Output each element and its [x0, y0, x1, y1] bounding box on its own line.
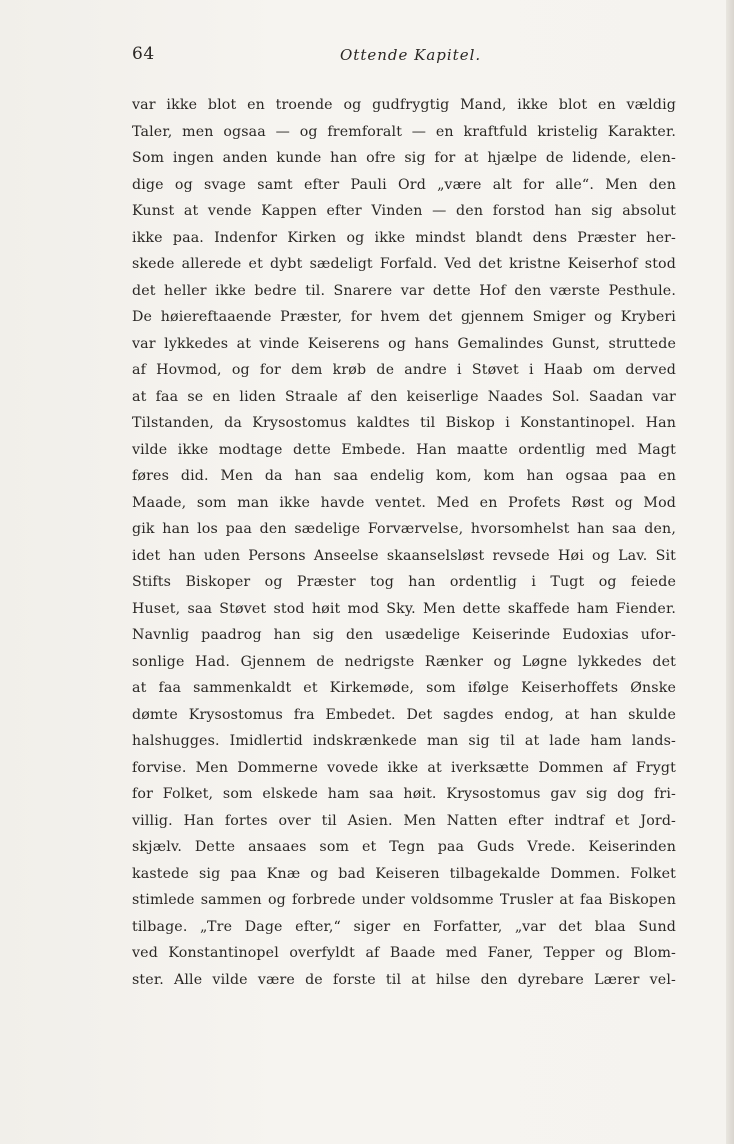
text-line: kastede sig paa Knæ og bad Keiseren tilbagekalde Dommen. Folket — [132, 865, 676, 882]
page-header — [132, 38, 692, 68]
text-line: ster. Alle vilde være de forste til at hilse den dyrebare Lærer vel- — [132, 971, 676, 988]
page-number: 64 — [132, 44, 155, 64]
text-line: idet han uden Persons Anseelse skaanselsløst revsede Høi og Lav. Sit — [132, 547, 676, 564]
text-line: tilbage. „Tre Dage efter,“ siger en Forfatter, „var det blaa Sund — [132, 918, 676, 935]
text-line: vilde ikke modtage dette Embede. Han maatte ordentlig med Magt — [132, 441, 676, 458]
text-line: halshugges. Imidlertid indskrænkede man sig til at lade ham lands- — [132, 733, 676, 749]
text-line: det heller ikke bedre til. Snarere var dette Hof den værste Pesthule. — [132, 282, 676, 299]
text-line: stimlede sammen og forbrede under voldsomme Trusler at faa Biskopen — [132, 892, 676, 908]
text-line: Navnlig paadrog han sig den usædelige Keiserinde Eudoxias ufor- — [132, 627, 676, 643]
text-line: af Hovmod, og for dem krøb de andre i Støvet i Haab om derved — [132, 362, 676, 378]
text-line: at faa sammenkaldt et Kirkemøde, som ifølge Keiserhoffets Ønske — [132, 680, 676, 696]
text-line: ved Konstantinopel overfyldt af Baade med Faner, Tepper og Blom- — [132, 945, 676, 961]
text-line: Tilstanden, da Krysostomus kaldtes til Biskop i Konstantinopel. Han — [132, 415, 676, 431]
page-edge — [726, 0, 734, 1144]
running-head: Ottende Kapitel. — [340, 46, 482, 64]
text-line: gik han los paa den sædelige Forværvelse, hvorsomhelst han saa den, — [132, 521, 676, 537]
text-line: Maade, som man ikke havde ventet. Med en Profets Røst og Mod — [132, 494, 676, 511]
text-line: sonlige Had. Gjennem de nedrigste Rænker og Løgne lykkedes det — [132, 653, 676, 670]
text-line: Som ingen anden kunde han ofre sig for at hjælpe de lidende, elen- — [132, 150, 676, 166]
body-text — [132, 92, 676, 993]
text-line: Taler, men ogsaa — og fremforalt — en kraftfuld kristelig Karakter. — [132, 123, 676, 140]
text-line: villig. Han fortes over til Asien. Men Natten efter indtraf et Jord- — [132, 812, 676, 829]
text-line: at faa se en liden Straale af den keiserlige Naades Sol. Saadan var — [132, 388, 676, 405]
text-line: forvise. Men Dommerne vovede ikke at iverksætte Dommen af Frygt — [132, 759, 676, 776]
text-line: føres did. Men da han saa endelig kom, kom han ogsaa paa en — [132, 468, 676, 484]
text-line: skjælv. Dette ansaaes som et Tegn paa Guds Vrede. Keiserinden — [132, 839, 676, 855]
text-line: var lykkedes at vinde Keiserens og hans Gemalindes Gunst, struttede — [132, 335, 676, 352]
text-line: skede allerede et dybt sædeligt Forfald. Ved det kristne Keiserhof stod — [132, 256, 676, 272]
text-line: var ikke blot en troende og gudfrygtig Mand, ikke blot en vældig — [132, 97, 676, 113]
text-line: Huset, saa Støvet stod høit mod Sky. Men dette skaffede ham Fiender. — [132, 600, 676, 617]
text-line: De høiereftaaende Præster, for hvem det gjennem Smiger og Kryberi — [132, 309, 676, 325]
text-line: Stifts Biskoper og Præster tog han ordentlig i Tugt og feiede — [132, 574, 676, 590]
text-line: dømte Krysostomus fra Embedet. Det sagdes endog, at han skulde — [132, 706, 676, 723]
text-line: for Folket, som elskede ham saa høit. Krysostomus gav sig dog fri- — [132, 786, 676, 802]
text-line: dige og svage samt efter Pauli Ord „være alt for alle“. Men den — [132, 176, 676, 193]
text-line: ikke paa. Indenfor Kirken og ikke mindst blandt dens Præster her- — [132, 229, 676, 246]
text-line: Kunst at vende Kappen efter Vinden — den forstod han sig absolut — [132, 203, 676, 219]
